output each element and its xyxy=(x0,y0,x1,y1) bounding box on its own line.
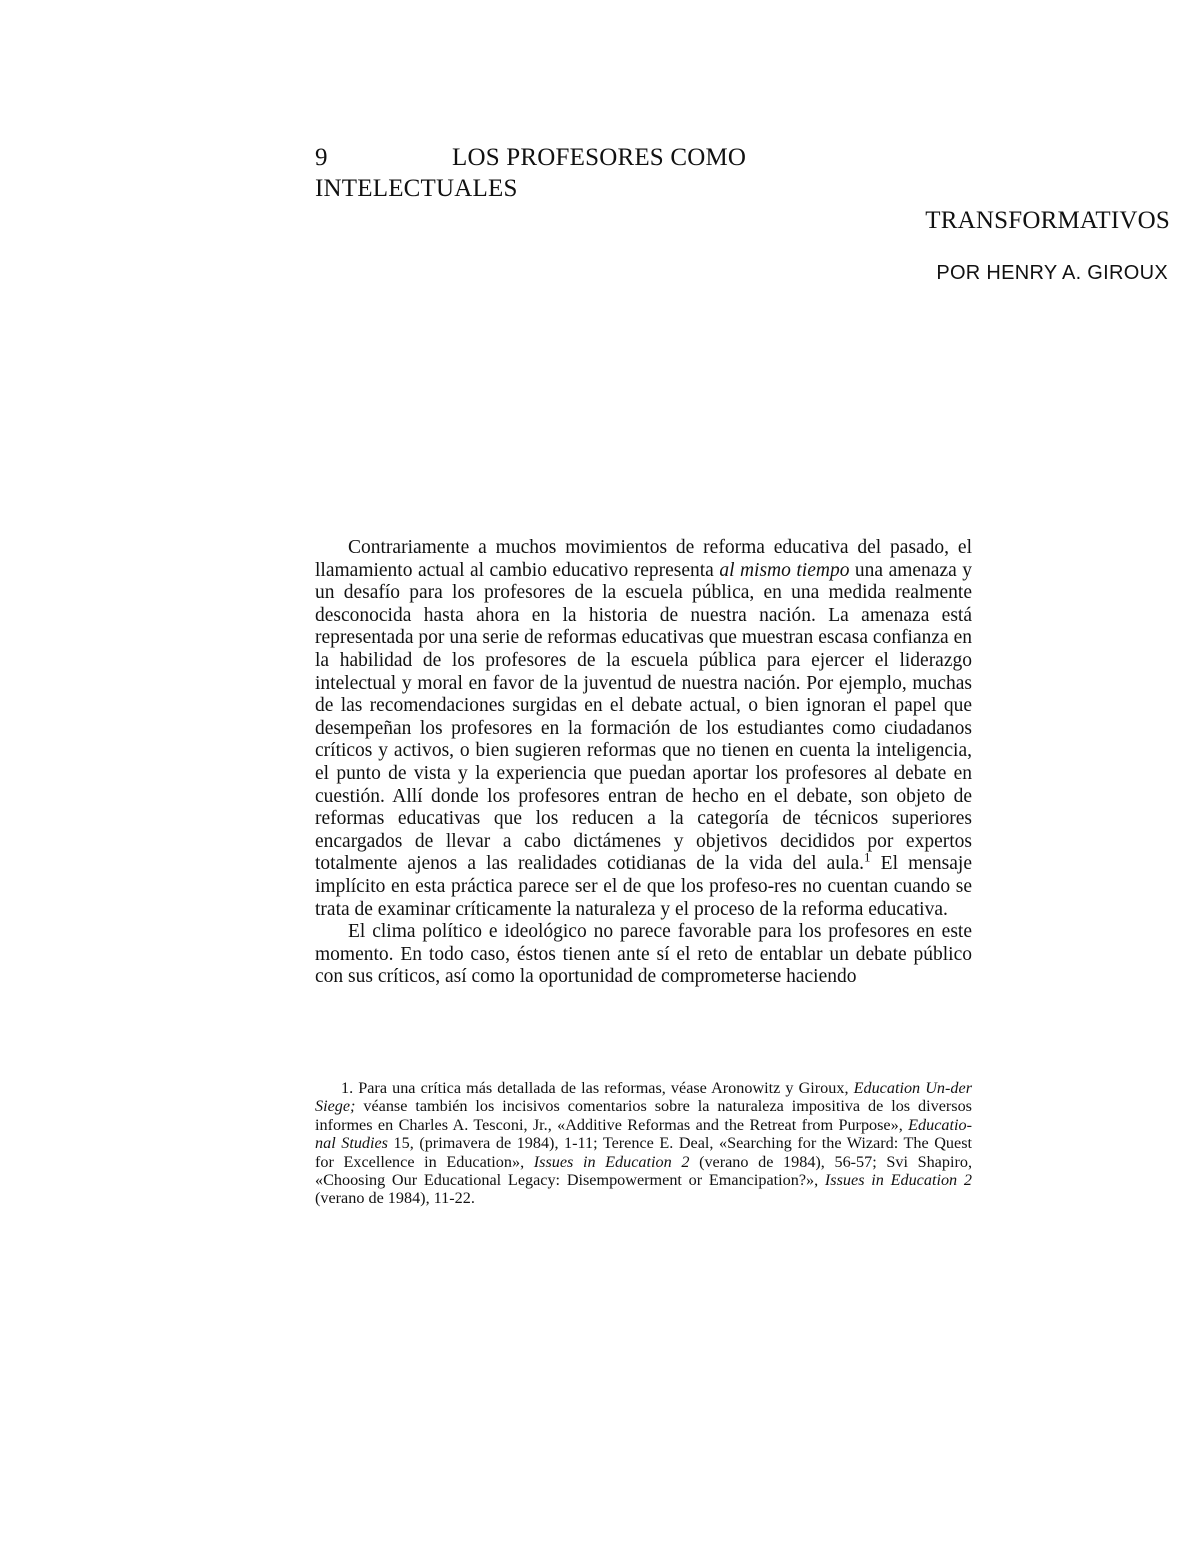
paragraph-1-text-c: El mensaje implícito en esta práctica parece ser el de que los profeso-res no cuentan cuando se trata de examinar críticamente la naturaleza y el proceso de la reforma educativa. xyxy=(315,853,973,920)
paragraph-1-text-b: una amenaza y un desafío para los profesores de la escuela pública, en una medida realmente desconocida hasta ahora en la historia de nuestra nación. La amenaza está representada por una serie de reformas educativas que muestran escasa confianza en la habilidad de los profesores de la escuela pública para ejercer el liderazgo intelectual y moral en favor de la juventud de nuestra nación. Por ejemplo, muchas de las recomendaciones surgidas en el debate actual, o bien ignoran el papel que desempeñan los profesores en la formación de los estudiantes como ciudadanos críticos y activos, o bien sugieren reformas que no tienen en cuenta la inteligencia, el punto de vista y la experiencia que puedan aportar los profesores al debate en cuestión. Allí donde los profesores entran de hecho en el debate, son objeto de reformas educativas que los reducen a la categoría de técnicos superiores encargados de llevar a cabo dictámenes y objetivos decididos por expertos totalmente ajenos a las realidades cotidianas de la vida del aula. xyxy=(315,559,972,875)
footnote-1-text-d: (verano de 1984), 56-57; Svi Shapiro, «Choosing Our Educational Legacy: Disempowerment or Emancipation?», xyxy=(315,1152,972,1190)
footnote-1 xyxy=(315,1079,972,1208)
paragraph-1-text-a: Contrariamente a muchos movimientos de reforma educativa del pasado, el llamamiento actual al cambio educativo representa xyxy=(315,537,972,581)
body-text xyxy=(315,537,972,989)
paragraph-1-emphasis: al mismo tiempo xyxy=(719,559,850,581)
chapter-heading xyxy=(315,142,975,204)
footnote-1-title-1: Education Un-der Siege; xyxy=(315,1079,972,1116)
footnote-1-title-4: Issues in Education 2 xyxy=(824,1171,973,1190)
footnote-reference: 1 xyxy=(864,849,871,865)
author-byline: POR HENRY A. GIROUX xyxy=(936,262,1168,284)
chapter-title-line-1: LOS PROFESORES COMO xyxy=(452,144,747,171)
paragraph-1 xyxy=(315,537,972,921)
chapter-title-line-3: TRANSFORMATIVOS xyxy=(925,207,1170,234)
footnote-1-title-3: Issues in Education 2 xyxy=(533,1152,690,1171)
footnote-1-text-b: véanse también los incisivos comentarios sobre la naturaleza impositiva de los diversos informes en Charles A. Tesconi, Jr., «Additive Reformas and the Retreat from Purpose», xyxy=(315,1097,972,1134)
footnote-1-text-e: (verano de 1984), 11-22. xyxy=(315,1189,475,1208)
footnote-1-text-a: 1. Para una crítica más detallada de las reformas, véase Aronowitz y Giroux, xyxy=(341,1079,854,1097)
footnote xyxy=(315,1079,972,1208)
chapter-number: 9 xyxy=(315,144,328,171)
paragraph-2: El clima político e ideológico no parece favorable para los profesores en este momento. En todo caso, éstos tienen ante sí el reto de entablar un debate público con sus críticos, así como la oportunidad de comprometerse haciendo xyxy=(315,921,972,988)
footnote-1-text-c: 15, (primavera de 1984), 1-11; Terence E. Deal, «Searching for the Wizard: The Quest for Excellence in Education», xyxy=(315,1134,973,1171)
footnote-1-title-2: Educatio-nal Studies xyxy=(315,1115,972,1153)
chapter-title-line-2: INTELECTUALES xyxy=(315,175,518,202)
